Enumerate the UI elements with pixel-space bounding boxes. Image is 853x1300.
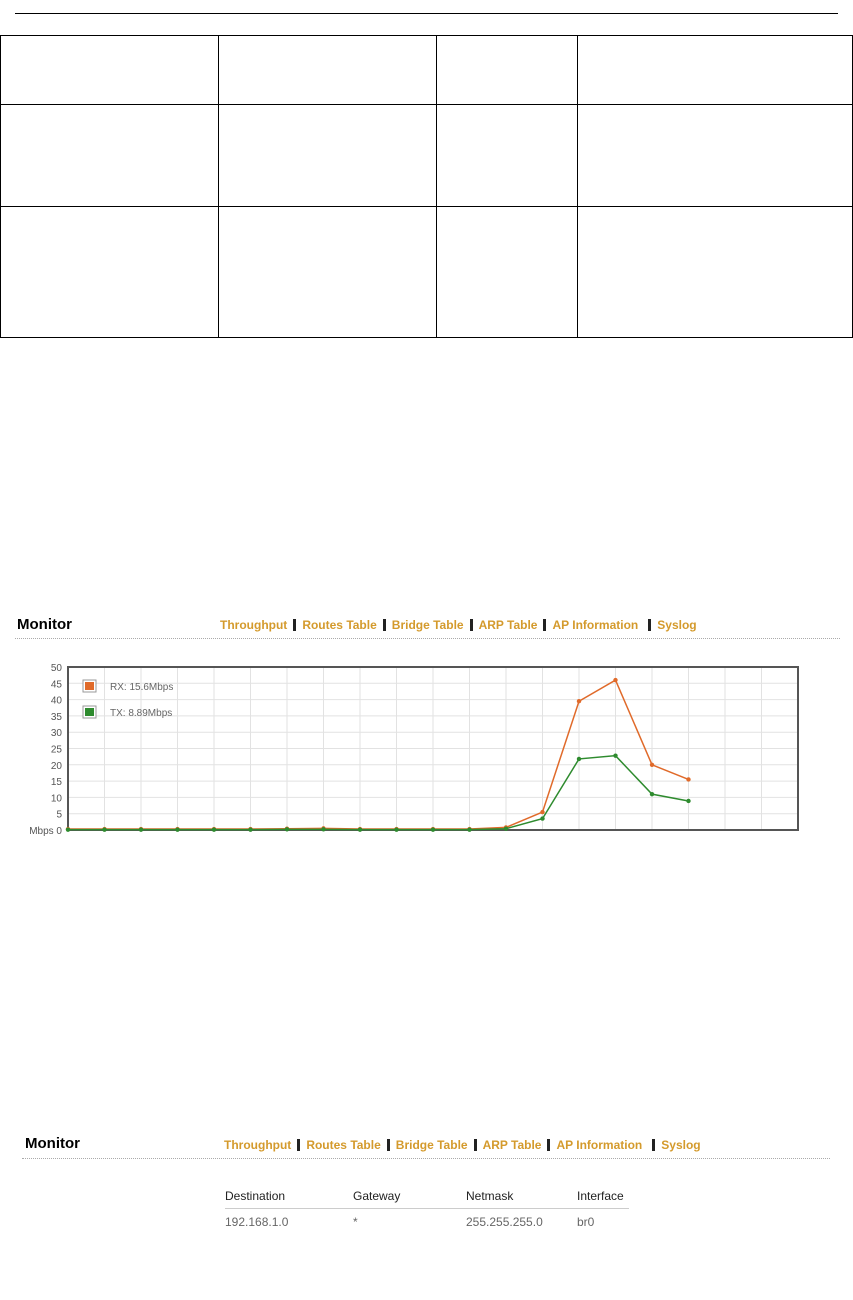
data-point bbox=[686, 799, 690, 803]
data-point bbox=[102, 827, 106, 831]
table-row bbox=[225, 1209, 637, 1231]
nav-throughput[interactable]: Throughput bbox=[224, 1138, 292, 1152]
table-column-divider bbox=[577, 36, 578, 337]
nav-ap-information[interactable]: AP Information bbox=[552, 618, 639, 632]
nav-separator bbox=[648, 619, 651, 631]
y-tick-label: 50 bbox=[50, 663, 62, 674]
data-point bbox=[540, 810, 544, 814]
data-point bbox=[467, 827, 471, 831]
data-point bbox=[577, 699, 581, 703]
column-header-destination: Destination bbox=[225, 1189, 286, 1203]
table-column-divider bbox=[218, 36, 219, 337]
nav-routes-table[interactable]: Routes Table bbox=[302, 618, 377, 632]
y-tick-label: 40 bbox=[50, 695, 62, 707]
legend-label: TX: 8.89Mbps bbox=[110, 708, 173, 719]
data-point bbox=[358, 827, 362, 831]
y-tick-label: 15 bbox=[50, 777, 62, 789]
legend-label: RX: 15.6Mbps bbox=[110, 682, 174, 693]
column-header-interface: Interface bbox=[577, 1189, 624, 1203]
table-row-divider bbox=[1, 206, 852, 207]
data-point bbox=[577, 757, 581, 761]
y-tick-label: 45 bbox=[50, 679, 62, 691]
cell-gateway: * bbox=[353, 1215, 358, 1229]
cell-destination: 192.168.1.0 bbox=[225, 1215, 289, 1229]
y-tick-label: 35 bbox=[50, 711, 62, 723]
data-point bbox=[212, 827, 216, 831]
data-point bbox=[686, 777, 690, 781]
nav-separator bbox=[383, 619, 386, 631]
monitor-nav bbox=[220, 618, 697, 632]
legend-swatch bbox=[85, 682, 94, 690]
data-point bbox=[613, 753, 617, 757]
title-divider bbox=[15, 638, 840, 639]
table-column-divider bbox=[436, 36, 437, 337]
nav-throughput[interactable]: Throughput bbox=[220, 618, 288, 632]
data-point bbox=[248, 827, 252, 831]
data-point bbox=[431, 827, 435, 831]
data-point bbox=[650, 792, 654, 796]
data-point bbox=[650, 763, 654, 767]
nav-routes-table[interactable]: Routes Table bbox=[306, 1138, 381, 1152]
y-tick-label: 20 bbox=[50, 760, 62, 772]
data-point bbox=[394, 827, 398, 831]
nav-separator bbox=[652, 1139, 655, 1151]
table-header-row bbox=[225, 1188, 637, 1208]
throughput-chart bbox=[18, 660, 803, 838]
nav-separator bbox=[387, 1139, 390, 1151]
data-point bbox=[139, 827, 143, 831]
data-point bbox=[540, 816, 544, 820]
nav-separator bbox=[297, 1139, 300, 1151]
nav-separator bbox=[474, 1139, 477, 1151]
nav-ap-information[interactable]: AP Information bbox=[556, 1138, 643, 1152]
nav-bridge-table[interactable]: Bridge Table bbox=[391, 618, 464, 632]
monitor-title: Monitor bbox=[25, 1135, 80, 1152]
nav-arp-table[interactable]: ARP Table bbox=[482, 1138, 542, 1152]
nav-syslog[interactable]: Syslog bbox=[657, 618, 697, 632]
y-tick-label: 30 bbox=[50, 728, 62, 740]
column-header-netmask: Netmask bbox=[466, 1189, 514, 1203]
y-tick-label: Mbps 0 bbox=[29, 826, 62, 837]
empty-document-table bbox=[0, 35, 853, 338]
nav-separator bbox=[543, 619, 546, 631]
table-row-divider bbox=[1, 104, 852, 105]
y-tick-label: 10 bbox=[50, 793, 62, 805]
nav-arp-table[interactable]: ARP Table bbox=[478, 618, 538, 632]
data-point bbox=[175, 827, 179, 831]
monitor-nav bbox=[224, 1138, 701, 1152]
routes-table bbox=[225, 1188, 637, 1231]
legend-swatch bbox=[85, 708, 94, 716]
nav-bridge-table[interactable]: Bridge Table bbox=[395, 1138, 468, 1152]
data-point bbox=[285, 827, 289, 831]
y-tick-label: 5 bbox=[56, 809, 62, 821]
nav-syslog[interactable]: Syslog bbox=[661, 1138, 701, 1152]
data-point bbox=[321, 827, 325, 831]
data-point bbox=[504, 826, 508, 830]
title-divider bbox=[22, 1158, 830, 1159]
data-point bbox=[66, 827, 70, 831]
monitor-title: Monitor bbox=[17, 616, 72, 633]
cell-interface: br0 bbox=[577, 1215, 595, 1229]
cell-netmask: 255.255.255.0 bbox=[466, 1215, 543, 1229]
nav-separator bbox=[470, 619, 473, 631]
column-header-gateway: Gateway bbox=[353, 1189, 401, 1203]
page-header-rule bbox=[15, 13, 838, 14]
nav-separator bbox=[293, 619, 296, 631]
nav-separator bbox=[547, 1139, 550, 1151]
data-point bbox=[613, 678, 617, 682]
y-tick-label: 25 bbox=[50, 744, 62, 756]
